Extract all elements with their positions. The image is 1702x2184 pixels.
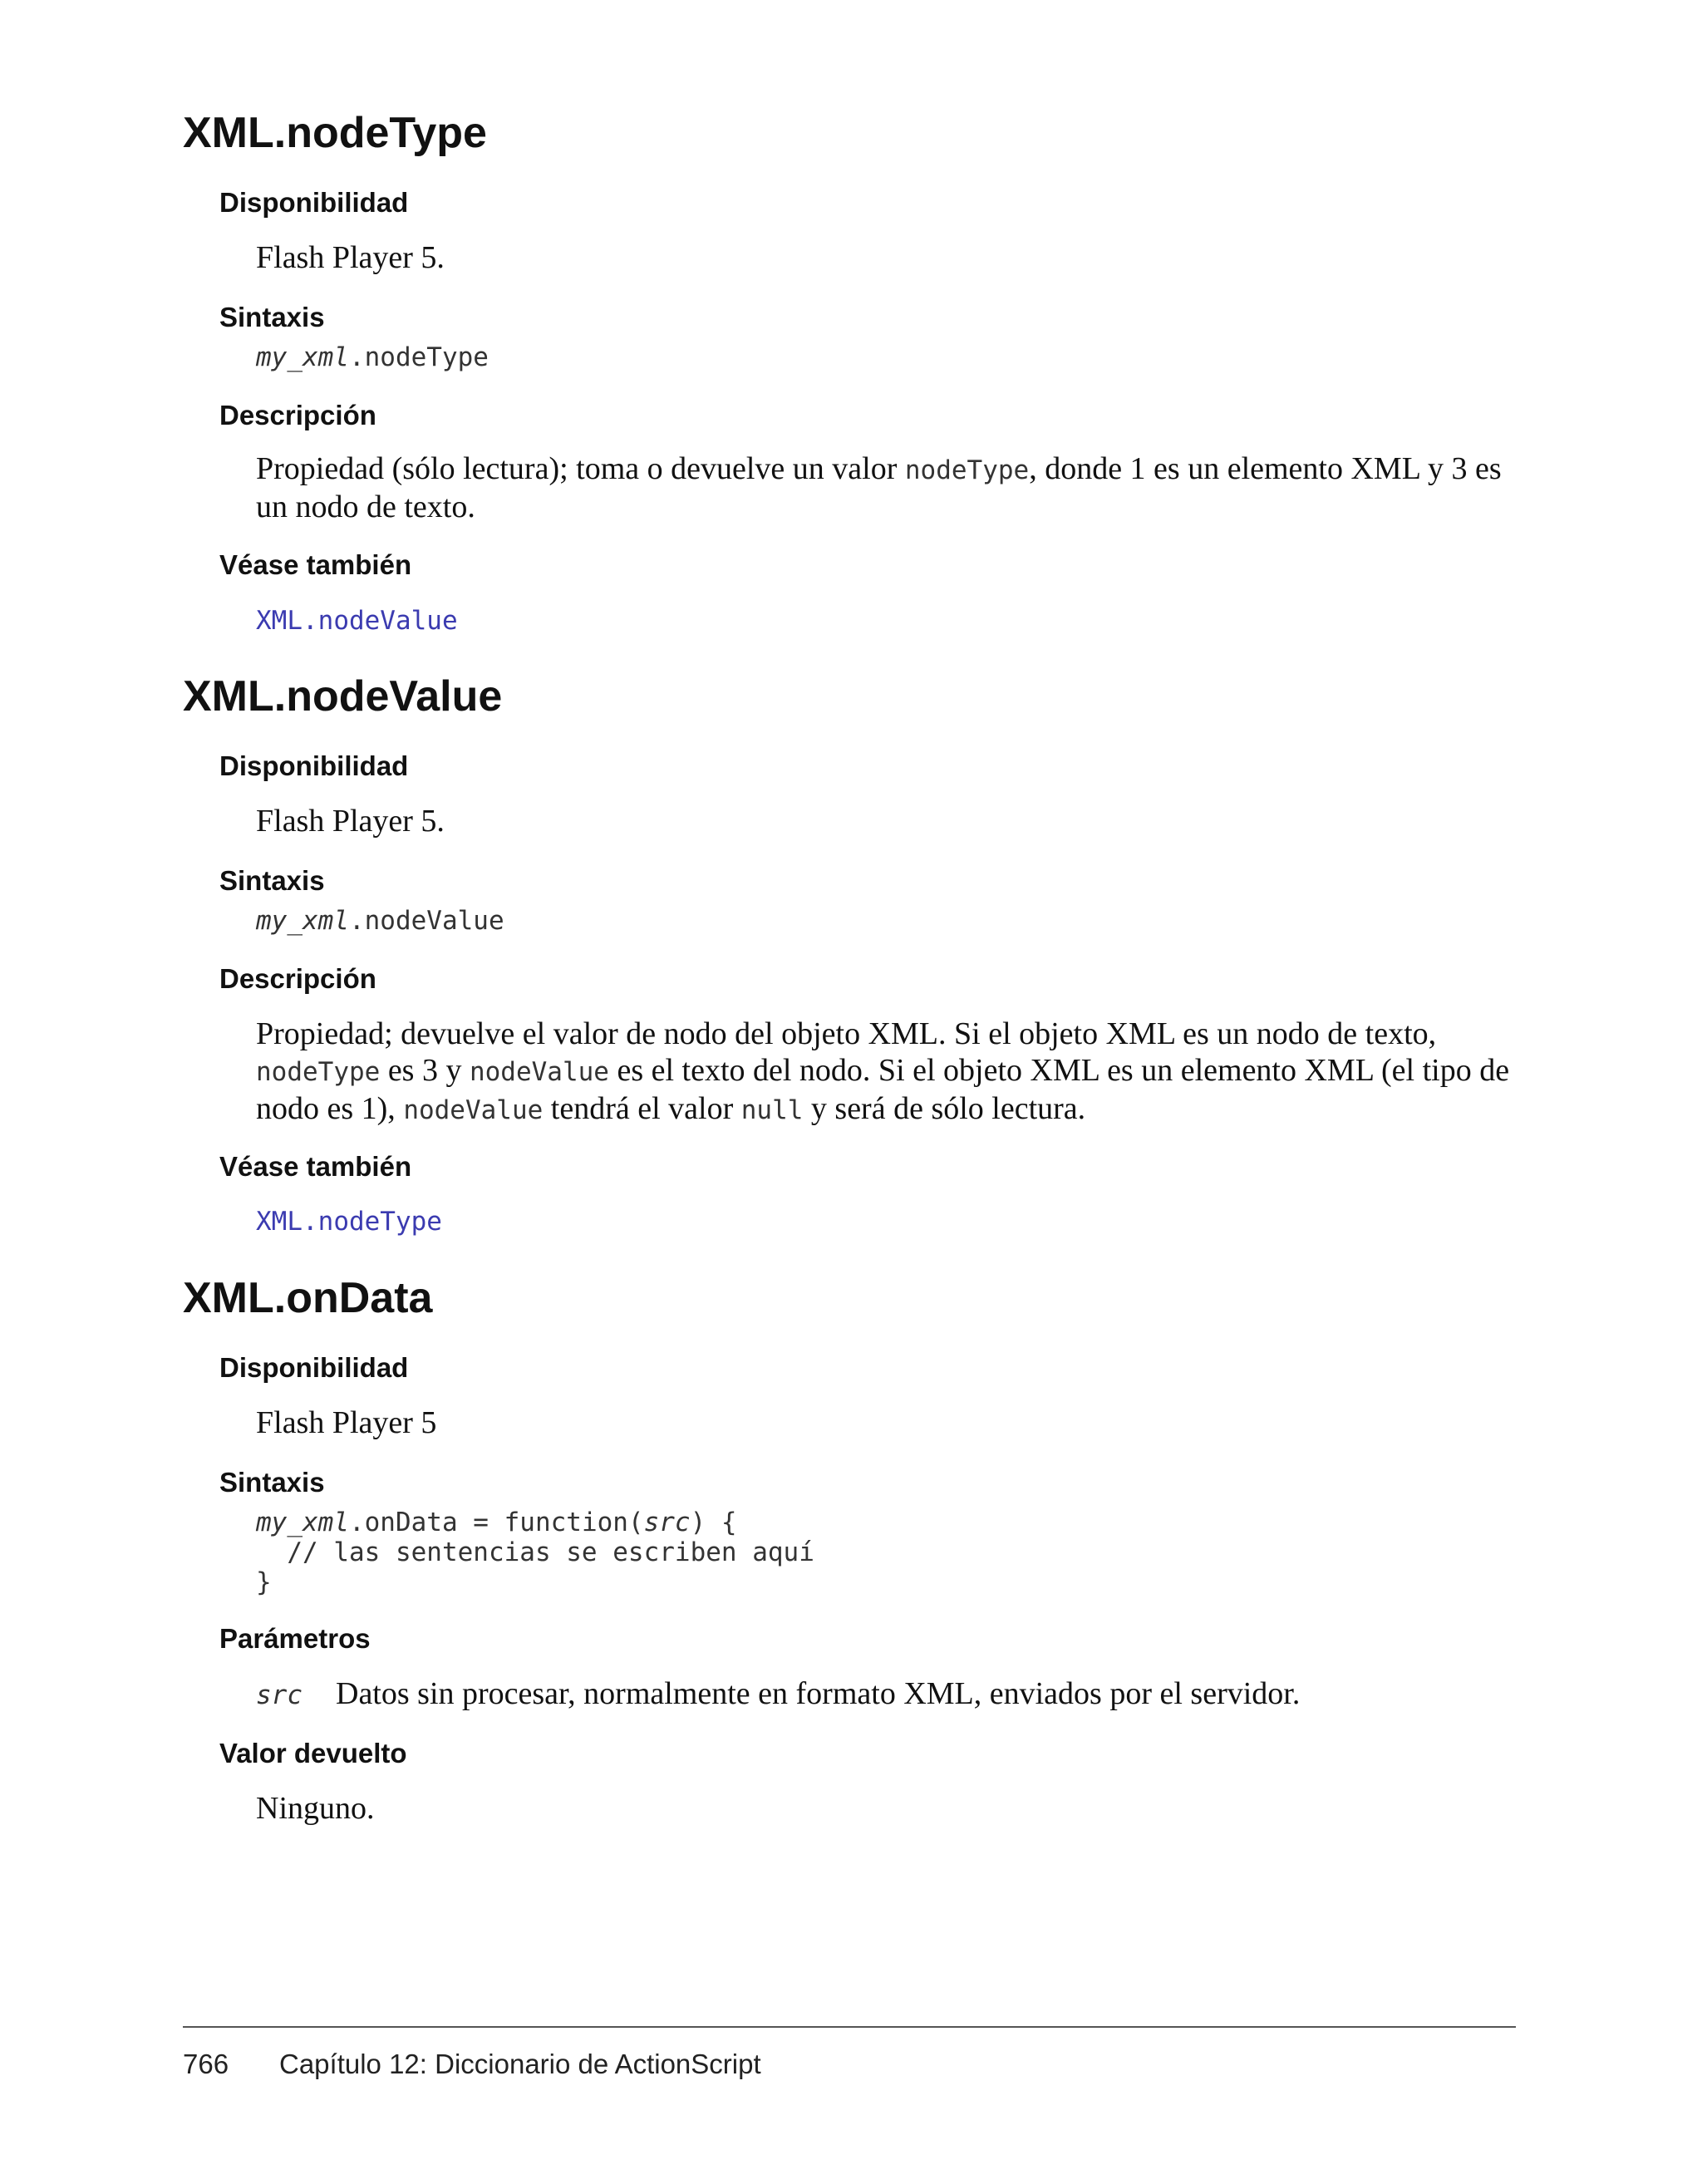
syntax-code	[256, 1508, 814, 1597]
description-text: Propiedad; devuelve el valor de nodo del objeto XML. Si el objeto XML es un nodo de texto, nodeType es 3 y nodeValue es el texto del nodo. Si el objeto XML es un elemento XML (el tipo de nodo es 1), nodeValue tendrá el valor null y será de sólo lectura.	[256, 1016, 1510, 1126]
parameter-row	[256, 1675, 1519, 1714]
section-title-ondata: XML.onData	[183, 1274, 433, 1322]
syntax-line-3: }	[256, 1567, 272, 1597]
availability-heading: Disponibilidad	[219, 187, 409, 218]
section-title-nodevalue: XML.nodeValue	[183, 672, 503, 721]
see-also-link-nodetype[interactable]: XML.nodeType	[256, 1207, 442, 1237]
parameter-description: Datos sin procesar, normalmente en formato XML, enviados por el servidor.	[336, 1676, 1301, 1711]
parameters-heading: Parámetros	[219, 1623, 371, 1654]
inline-code: nodeType	[256, 1057, 381, 1087]
description-text: Propiedad (sólo lectura); toma o devuelve un valor nodeType, donde 1 es un elemento XML y 3 es un nodo de texto.	[256, 451, 1502, 524]
footer-rule	[183, 2026, 1516, 2028]
description-heading: Descripción	[219, 963, 376, 994]
syntax-property: .nodeValue	[348, 906, 504, 936]
syntax-heading: Sintaxis	[219, 865, 325, 896]
returns-heading: Valor devuelto	[219, 1738, 407, 1768]
see-also-heading: Véase también	[219, 549, 412, 580]
availability-text: Flash Player 5	[256, 1405, 437, 1440]
availability-text: Flash Player 5.	[256, 804, 445, 839]
chapter-title: Capítulo 12: Diccionario de ActionScript	[279, 2049, 761, 2079]
syntax-property: .nodeType	[348, 342, 489, 372]
availability-heading: Disponibilidad	[219, 750, 409, 781]
syntax-object: my_xml	[256, 342, 349, 372]
inline-code: nodeValue	[403, 1095, 544, 1125]
section-title-nodetype: XML.nodeType	[183, 109, 487, 157]
parameter-name: src	[256, 1680, 303, 1710]
syntax-line-1: my_xml.onData = function(src) {	[256, 1508, 737, 1537]
syntax-heading: Sintaxis	[219, 1467, 325, 1498]
inline-code: null	[740, 1095, 804, 1125]
syntax-line-2: // las sentencias se escriben aquí	[256, 1537, 814, 1567]
syntax-code	[256, 906, 504, 936]
description-heading: Descripción	[219, 400, 376, 430]
see-also-link-nodevalue[interactable]: XML.nodeValue	[256, 606, 458, 636]
returns-text: Ninguno.	[256, 1791, 375, 1826]
syntax-code	[256, 342, 489, 372]
syntax-heading: Sintaxis	[219, 302, 325, 332]
syntax-object: my_xml	[256, 906, 349, 936]
see-also-heading: Véase también	[219, 1151, 412, 1182]
page-number: 766	[183, 2049, 229, 2079]
inline-code: nodeValue	[469, 1057, 609, 1087]
availability-heading: Disponibilidad	[219, 1352, 409, 1383]
inline-code: nodeType	[904, 455, 1030, 485]
availability-text: Flash Player 5.	[256, 240, 445, 275]
